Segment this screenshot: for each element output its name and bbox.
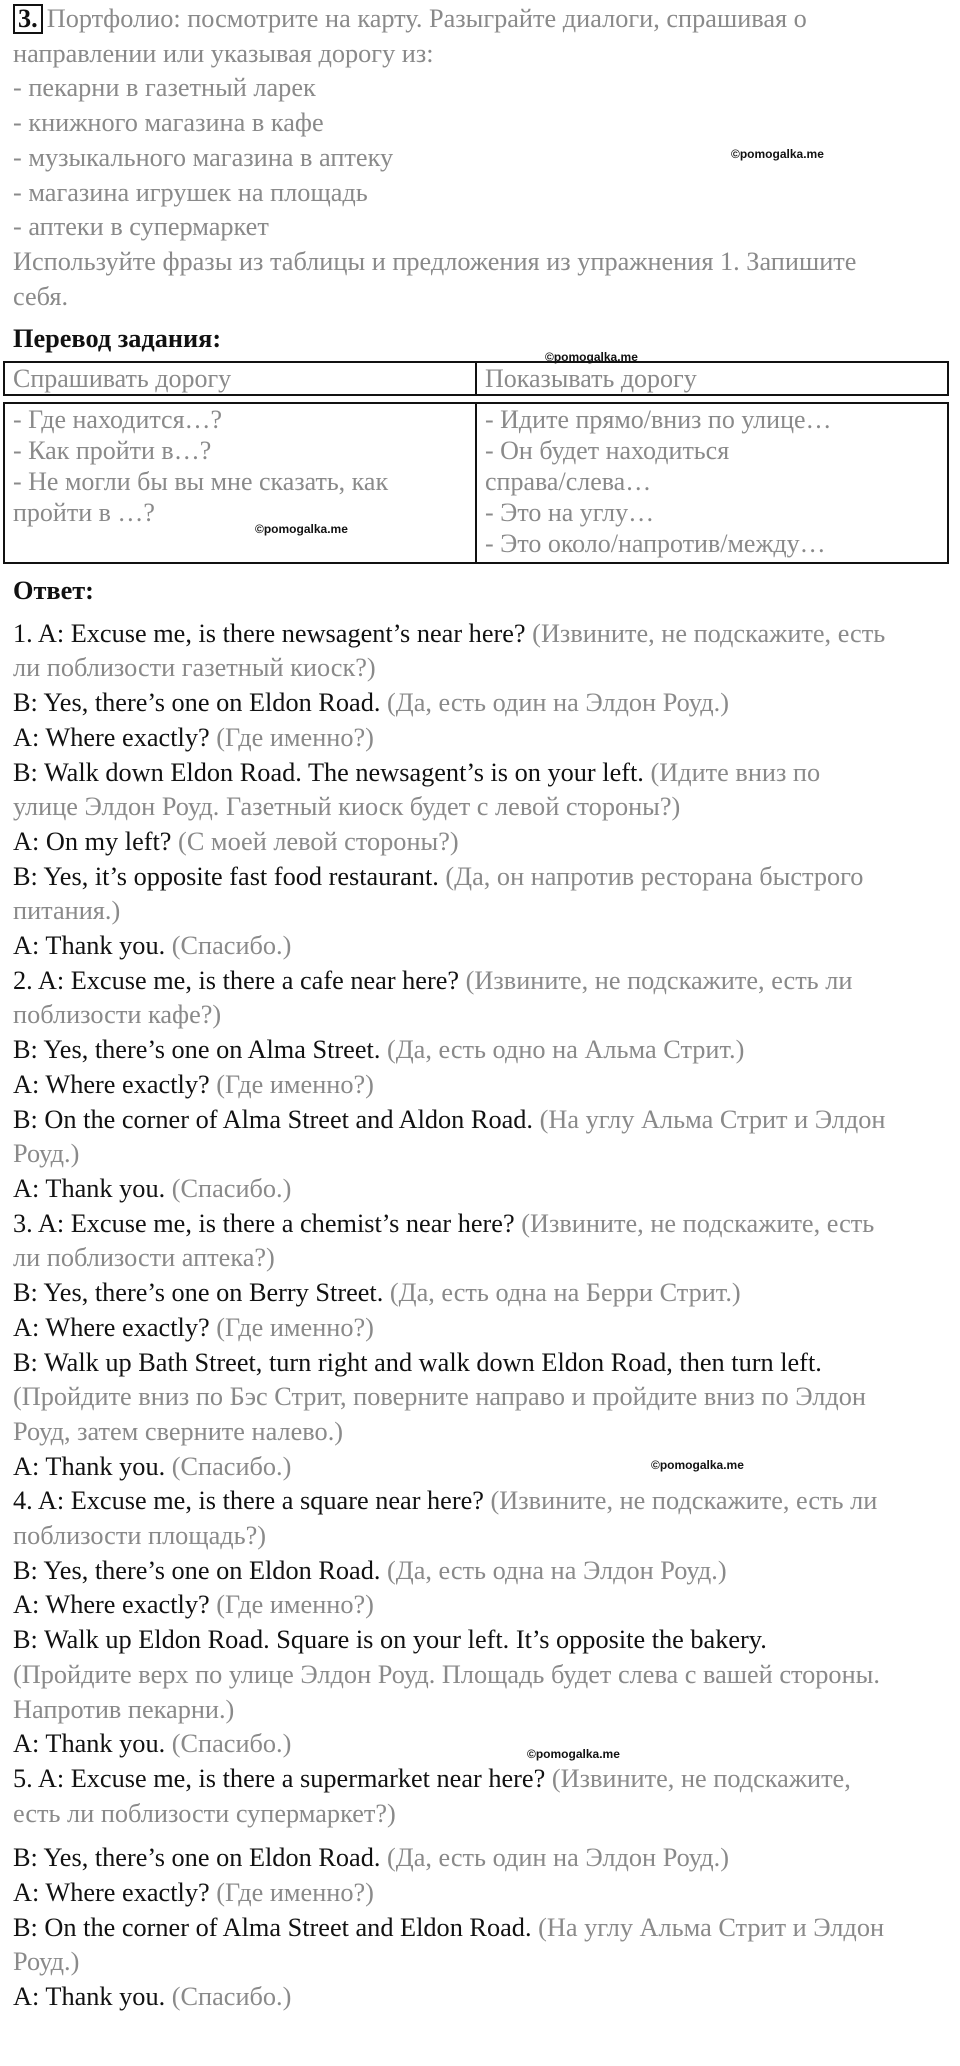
answer-line [13,1588,948,1623]
english-text: A: Where exactly? [13,1878,210,1908]
answer-line [13,686,948,721]
russian-translation: ли поблизости аптека?) [13,1243,275,1273]
russian-translation: (Да, есть один на Элдон Роуд.) [380,688,730,718]
answer-line [13,1415,948,1450]
russian-translation: (Извините, не подскажите, [545,1763,851,1793]
answer-line [13,1911,948,1946]
english-text: A: Thank you. [13,1729,166,1759]
english-text: B: Walk up Bath Street, turn right and walk down Eldon Road, then turn left. [13,1347,822,1377]
answer-line [13,1519,948,1554]
english-text: A: Where exactly? [13,722,210,752]
russian-translation: Роуд.) [13,1947,80,1977]
english-text: 3. A: Excuse me, is there a chemist’s near here? [13,1208,515,1238]
english-text: A: Where exactly? [13,1312,210,1342]
answer-line [13,1945,948,1980]
answer-line [13,1346,948,1381]
answer-line [13,860,948,895]
english-text: B: Yes, there’s one on Berry Street. [13,1278,384,1308]
russian-translation: питания.) [13,896,121,926]
russian-translation: поблизости кафе?) [13,1000,222,1030]
phrases-header-table [3,361,949,396]
russian-translation: (На углу Альма Стрит и Элдон [531,1912,885,1942]
russian-translation: (Спасибо.) [165,1729,292,1759]
russian-translation: (Да, есть одно на Альма Стрит.) [380,1035,745,1065]
english-text: A: Thank you. [13,931,166,961]
russian-translation: (Извините, не подскажите, есть [525,618,886,648]
answer-line [13,1554,948,1589]
answer-line [13,617,948,652]
answer-line [13,1103,948,1138]
answer-line [13,1876,948,1911]
answer-line [13,825,948,860]
russian-translation: Роуд, затем сверните налево.) [13,1416,344,1446]
russian-translation: поблизости площадь?) [13,1521,267,1551]
answer-line [13,1841,948,1876]
english-text: B: On the corner of Alma Street and Aldon Road. [13,1104,533,1134]
answer-line [13,1658,948,1693]
english-text: A: On my left? [13,826,172,856]
russian-translation: (На углу Альма Стрит и Элдон [533,1104,886,1134]
task-line-5: - магазина игрушек на площадь [13,177,368,207]
task-line-7: Используйте фразы из таблицы и предложения из упражнения 1. Запишите [13,246,857,276]
task-line-6: - аптеки в супермаркет [13,212,269,242]
translation-heading: Перевод задания: [13,324,222,354]
watermark: ©pomogalka.me [527,1747,620,1761]
ask-phrase: - Где находится…? [13,405,223,435]
answer-line [13,1450,948,1485]
answer-line [13,1033,948,1068]
watermark: ©pomogalka.me [731,147,824,161]
answer-line [13,998,948,1033]
russian-translation: (Извините, не подскажите, есть ли [459,965,853,995]
header-show-way: Показывать дорогу [476,362,948,395]
answer-line [13,1276,948,1311]
russian-translation: (Где именно?) [209,1069,374,1099]
russian-translation: (Идите вниз по [643,757,821,787]
russian-translation: улице Элдон Роуд. Газетный киоск будет с левой стороны?) [13,792,681,822]
answer-line [13,721,948,756]
answer-line [13,651,948,686]
answer-line [13,1762,948,1797]
answer-line [13,1311,948,1346]
answer-line [13,1068,948,1103]
english-text: B: Yes, there’s one on Eldon Road. [13,688,381,718]
russian-translation: (Спасибо.) [165,1451,292,1481]
russian-translation: (Спасибо.) [165,1982,292,2012]
task-line-2: - пекарни в газетный ларек [13,73,316,103]
english-text: B: Walk up Eldon Road. Square is on your left. It’s opposite the bakery. [13,1625,767,1655]
show-phrase: - Это на углу… [485,498,655,528]
russian-translation: есть ли поблизости супермаркет?) [13,1798,396,1828]
show-phrase: - Это около/напротив/между… [485,529,826,559]
russian-translation: (Где именно?) [209,1312,374,1342]
answer-line [13,1693,948,1728]
russian-translation: Напротив пекарни.) [13,1694,235,1724]
answer-line [13,790,948,825]
russian-translation: ли поблизости газетный киоск?) [13,653,376,683]
answer-line [13,1623,948,1658]
english-text: A: Thank you. [13,1451,166,1481]
ask-phrases-cell [4,403,476,563]
page [13,2,948,2015]
russian-translation: (Где именно?) [209,1878,374,1908]
answer-line [13,1207,948,1242]
answer-line [13,1172,948,1207]
english-text: 2. A: Excuse me, is there a cafe near here? [13,965,460,995]
english-text: B: Walk down Eldon Road. The newsagent’s is on your left. [13,757,644,787]
task-line-8: себя. [13,281,69,311]
answer-line [13,1980,948,2015]
answer-line [13,1484,948,1519]
russian-translation: (Где именно?) [209,722,374,752]
answer-line [13,964,948,999]
answer-line [13,1727,948,1762]
russian-translation: (Извините, не подскажите, есть [514,1208,875,1238]
english-text: B: Yes, there’s one on Alma Street. [13,1035,381,1065]
task-number: 3. [13,4,43,34]
english-text: B: Yes, it’s opposite fast food restaurant. [13,861,439,891]
watermark: ©pomogalka.me [255,522,348,536]
english-text: 4. A: Excuse me, is there a square near here? [13,1486,484,1516]
task-line-3: - книжного магазина в кафе [13,108,324,138]
russian-translation: (Пройдите вниз по Бэс Стрит, поверните направо и пройдите вниз по Элдон [13,1382,866,1412]
answer-line [13,1137,948,1172]
show-phrase: справа/слева… [485,467,652,497]
phrases-table [3,402,949,564]
answer-line [13,1797,948,1832]
english-text: B: Yes, there’s one on Eldon Road. [13,1555,381,1585]
russian-translation: (Извините, не подскажите, есть ли [483,1486,878,1516]
watermark: ©pomogalka.me [545,350,638,364]
answer-line [13,1380,948,1415]
russian-translation: (Да, он напротив ресторана быстрого [438,861,864,891]
english-text: A: Where exactly? [13,1069,210,1099]
russian-translation: (С моей левой стороны?) [171,826,459,856]
russian-translation: (Да, есть одна на Элдон Роуд.) [380,1555,727,1585]
russian-translation: (Да, есть один на Элдон Роуд.) [380,1843,730,1873]
ask-phrase: - Не могли бы вы мне сказать, как [13,467,389,497]
english-text: A: Thank you. [13,1173,166,1203]
show-phrase: - Он будет находиться [485,436,730,466]
show-phrases-cell [476,403,948,563]
task-line-4: - музыкального магазина в аптеку [13,142,394,172]
answer-line [13,894,948,929]
header-ask-way: Спрашивать дорогу [4,362,476,395]
answer-line [13,756,948,791]
answer-line [13,1241,948,1276]
english-text: 5. A: Excuse me, is there a supermarket near here? [13,1763,546,1793]
english-text: B: On the corner of Alma Street and Eldon Road. [13,1912,532,1942]
russian-translation: (Пройдите верх по улице Элдон Роуд. Площадь будет слева с вашей стороны. [13,1659,880,1689]
task-line-1: направлении или указывая дорогу из: [13,38,434,68]
answer-line [13,929,948,964]
answer-dialogues [13,617,948,2015]
task-line-0: 3. Портфолио: посмотрите на карту. Разыграйте диалоги, спрашивая о [13,2,948,37]
english-text: A: Where exactly? [13,1590,210,1620]
russian-translation: (Где именно?) [209,1590,374,1620]
russian-translation: (Да, есть одна на Берри Стрит.) [383,1278,741,1308]
show-phrase: - Идите прямо/вниз по улице… [485,405,832,435]
ask-phrase: - Как пройти в…? [13,436,212,466]
russian-translation: (Спасибо.) [165,1173,292,1203]
english-text: B: Yes, there’s one on Eldon Road. [13,1843,381,1873]
english-text: 1. A: Excuse me, is there newsagent’s near here? [13,618,526,648]
answer-heading: Ответ: [13,576,94,606]
english-text: A: Thank you. [13,1982,166,2012]
russian-translation: (Спасибо.) [165,931,292,961]
russian-translation: Роуд.) [13,1139,80,1169]
watermark: ©pomogalka.me [651,1458,744,1472]
ask-phrase: пройти в …? [13,498,155,528]
